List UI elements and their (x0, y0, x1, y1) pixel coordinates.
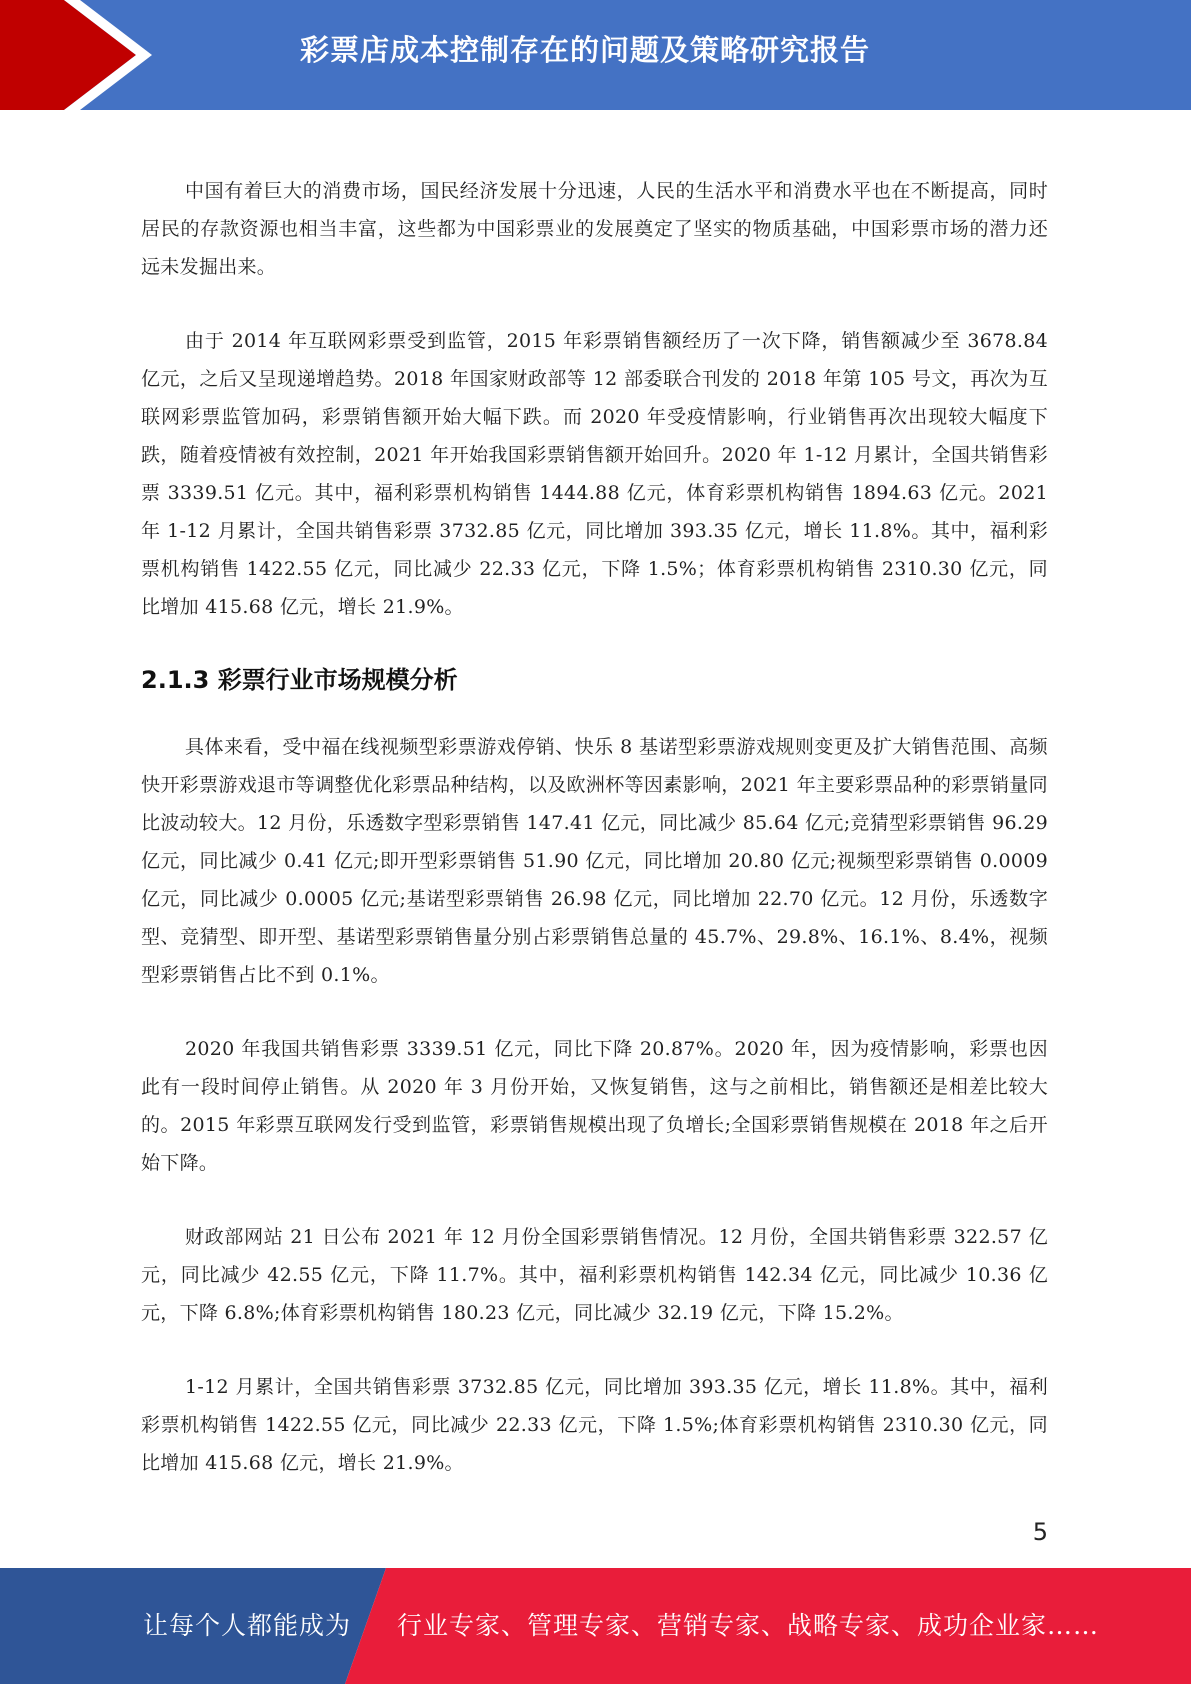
paragraph-section-2: 2020 年我国共销售彩票 3339.51 亿元，同比下降 20.87%。2020 年，因为疫情影响，彩票也因此有一段时间停止销售。从 2020 年 3 月份开始，又恢复销售，这与之前相比，销售额还是相差比较大的。2015 年彩票互联网发行受到监管，彩票销售规模出现了负增长;全国彩票销售规模在 2018 年之后开始下降。 (141, 1038, 1048, 1174)
paragraph-intro-2: 由于 2014 年互联网彩票受到监管，2015 年彩票销售额经历了一次下降，销售额减少至 3678.84 亿元，之后又呈现递增趋势。2018 年国家财政部等 12 部委联合刊发的 2018 年第 105 号文，再次为互联网彩票监管加码，彩票销售额开始大幅下跌。而 2020 年受疫情影响，行业销售再次出现较大幅度下跌，随着疫情被有效控制，2021 年开始我国彩票销售额开始回升。2020 年 1-12 月累计，全国共销售彩票 3339.51 亿元。其中，福利彩票机构销售 1444.88 亿元，体育彩票机构销售 1894.63 亿元。2021 年 1-12 月累计，全国共销售彩票 3732.85 亿元，同比增加 393.35 亿元，增长 11.8%。其中，福利彩票机构销售 1422.55 亿元，同比减少 22.33 亿元，下降 1.5%；体育彩票机构销售 2310.30 亿元，同比增加 415.68 亿元，增长 21.9%。 (141, 330, 1048, 618)
section-heading: 2.1.3 彩票行业市场规模分析 (141, 666, 458, 694)
paragraph-intro-1: 中国有着巨大的消费市场，国民经济发展十分迅速，人民的生活水平和消费水平也在不断提高，同时居民的存款资源也相当丰富，这些都为中国彩票业的发展奠定了坚实的物质基础，中国彩票市场的潜力还远未发掘出来。 (141, 180, 1048, 278)
paragraph-section-1: 具体来看，受中福在线视频型彩票游戏停销、快乐 8 基诺型彩票游戏规则变更及扩大销售范围、高频快开彩票游戏退市等调整优化彩票品种结构，以及欧洲杯等因素影响，2021 年主要彩票品种的彩票销量同比波动较大。12 月份，乐透数字型彩票销售 147.41 亿元，同比减少 85.64 亿元;竞猜型彩票销售 96.29 亿元，同比减少 0.41 亿元;即开型彩票销售 51.90 亿元，同比增加 20.80 亿元;视频型彩票销售 0.0009 亿元，同比减少 0.0005 亿元;基诺型彩票销售 26.98 亿元，同比增加 22.70 亿元。12 月份，乐透数字型、竞猜型、即开型、基诺型彩票销售量分别占彩票销售总量的 45.7%、29.8%、16.1%、8.4%，视频型彩票销售占比不到 0.1%。 (141, 736, 1048, 986)
paragraph-section-4: 1-12 月累计，全国共销售彩票 3732.85 亿元，同比增加 393.35 亿元，增长 11.8%。其中，福利彩票机构销售 1422.55 亿元，同比减少 22.33 亿元，下降 1.5%;体育彩票机构销售 2310.30 亿元，同比增加 415.68 亿元，增长 21.9%。 (141, 1376, 1048, 1474)
document-title: 彩票店成本控制存在的问题及策略研究报告 (300, 33, 871, 67)
page-number: 5 (1032, 1518, 1048, 1546)
page-header (0, 0, 1191, 110)
main-content (141, 172, 1048, 1518)
footer-slogan-right: 行业专家、管理专家、营销专家、战略专家、成功企业家…… (397, 1611, 1100, 1640)
paragraph-section-3: 财政部网站 21 日公布 2021 年 12 月份全国彩票销售情况。12 月份，全国共销售彩票 322.57 亿元，同比减少 42.55 亿元，下降 11.7%。其中，福利彩票机构销售 142.34 亿元，同比减少 10.36 亿元，下降 6.8%;体育彩票机构销售 180.23 亿元，同比减少 32.19 亿元，下降 15.2%。 (141, 1226, 1048, 1324)
page-footer (0, 1568, 1191, 1684)
footer-slogan-left: 让每个人都能成为 (143, 1611, 352, 1640)
